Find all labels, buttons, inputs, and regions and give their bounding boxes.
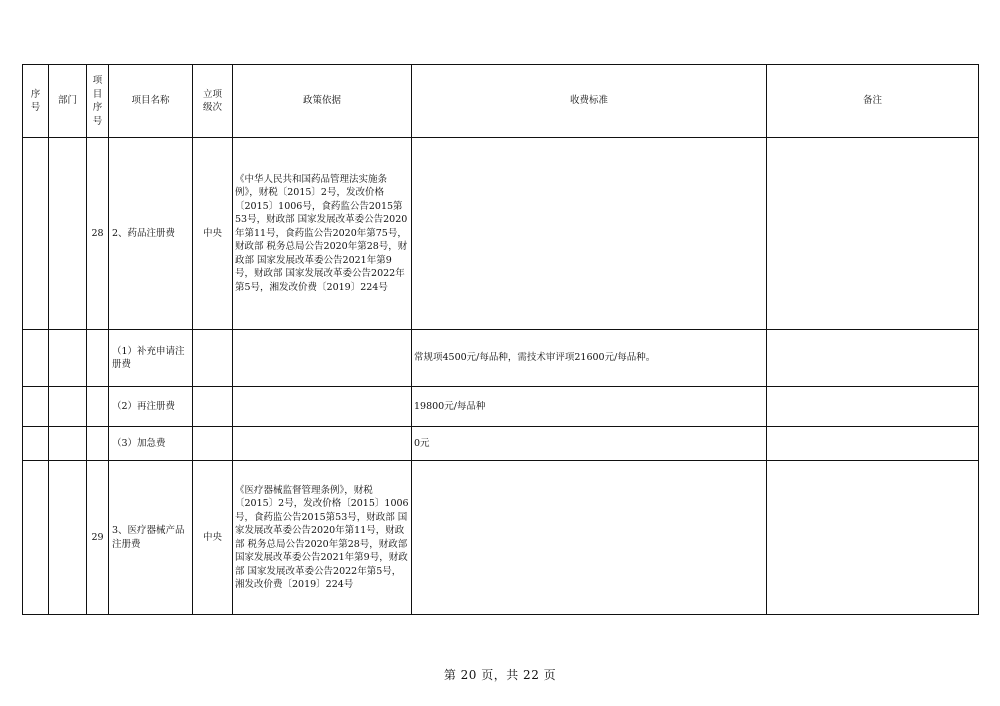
cell-item-no: 29: [87, 461, 109, 615]
cell-level: [193, 427, 233, 461]
cell-seq: [23, 427, 49, 461]
header-row: [23, 65, 979, 138]
header-item-name: 项目名称: [109, 65, 193, 138]
table-row: [23, 387, 979, 427]
cell-policy: [233, 330, 412, 387]
cell-item-name: （1）补充申请注册费: [109, 330, 193, 387]
header-seq: 序 号: [23, 65, 49, 138]
cell-item-name: （3）加急费: [109, 427, 193, 461]
header-level: 立项 级次: [193, 65, 233, 138]
cell-standard: 常规项4500元/每品种，需技术审评项21600元/每品种。: [412, 330, 767, 387]
fee-table: [22, 64, 979, 615]
cell-seq: [23, 387, 49, 427]
cell-item-name: （2）再注册费: [109, 387, 193, 427]
table-row: [23, 427, 979, 461]
cell-dept: [49, 427, 87, 461]
cell-remark: [767, 427, 979, 461]
cell-seq: [23, 330, 49, 387]
header-policy: 政策依据: [233, 65, 412, 138]
cell-item-name: 3、医疗器械产品注册费: [109, 461, 193, 615]
cell-remark: [767, 138, 979, 330]
cell-seq: [23, 461, 49, 615]
cell-standard: 0元: [412, 427, 767, 461]
page-number: 第 20 页，共 22 页: [443, 668, 557, 682]
cell-level: 中央: [193, 461, 233, 615]
header-dept: 部门: [49, 65, 87, 138]
cell-item-name: 2、药品注册费: [109, 138, 193, 330]
cell-seq: [23, 138, 49, 330]
table-row: [23, 461, 979, 615]
cell-level: [193, 387, 233, 427]
header-standard: 收费标准: [412, 65, 767, 138]
header-remark: 备注: [767, 65, 979, 138]
cell-dept: [49, 387, 87, 427]
cell-dept: [49, 461, 87, 615]
cell-dept: [49, 330, 87, 387]
cell-dept: [49, 138, 87, 330]
cell-item-no: [87, 330, 109, 387]
cell-level: 中央: [193, 138, 233, 330]
cell-item-no: [87, 427, 109, 461]
cell-standard: [412, 138, 767, 330]
cell-remark: [767, 330, 979, 387]
cell-policy: [233, 387, 412, 427]
header-item-no: 项 目 序 号: [87, 65, 109, 138]
cell-policy: [233, 427, 412, 461]
cell-remark: [767, 461, 979, 615]
cell-policy: 《医疗器械监督管理条例》，财税〔2015〕2号，发改价格〔2015〕1006号，食药监公告2015第53号，财政部 国家发展改革委公告2020年第11号，财政部 税务总局公告2020年第28号，财政部 国家发展改革委公告2021年第9号，财政部 国家发展改革委公告2022年第5号，湘发改价费〔2019〕224号: [233, 461, 412, 615]
table-row: [23, 138, 979, 330]
cell-remark: [767, 387, 979, 427]
cell-standard: [412, 461, 767, 615]
cell-policy: 《中华人民共和国药品管理法实施条例》，财税〔2015〕2号，发改价格〔2015〕1006号，食药监公告2015第53号，财政部 国家发展改革委公告2020年第11号，食药监公告2020年第75号，财政部 税务总局公告2020年第28号，财政部 国家发展改革委公告2021年第9号，财政部 国家发展改革委公告2022年第5号，湘发改价费〔2019〕224号: [233, 138, 412, 330]
table-row: [23, 330, 979, 387]
cell-level: [193, 330, 233, 387]
cell-standard: 19800元/每品种: [412, 387, 767, 427]
cell-item-no: [87, 387, 109, 427]
cell-item-no: 28: [87, 138, 109, 330]
